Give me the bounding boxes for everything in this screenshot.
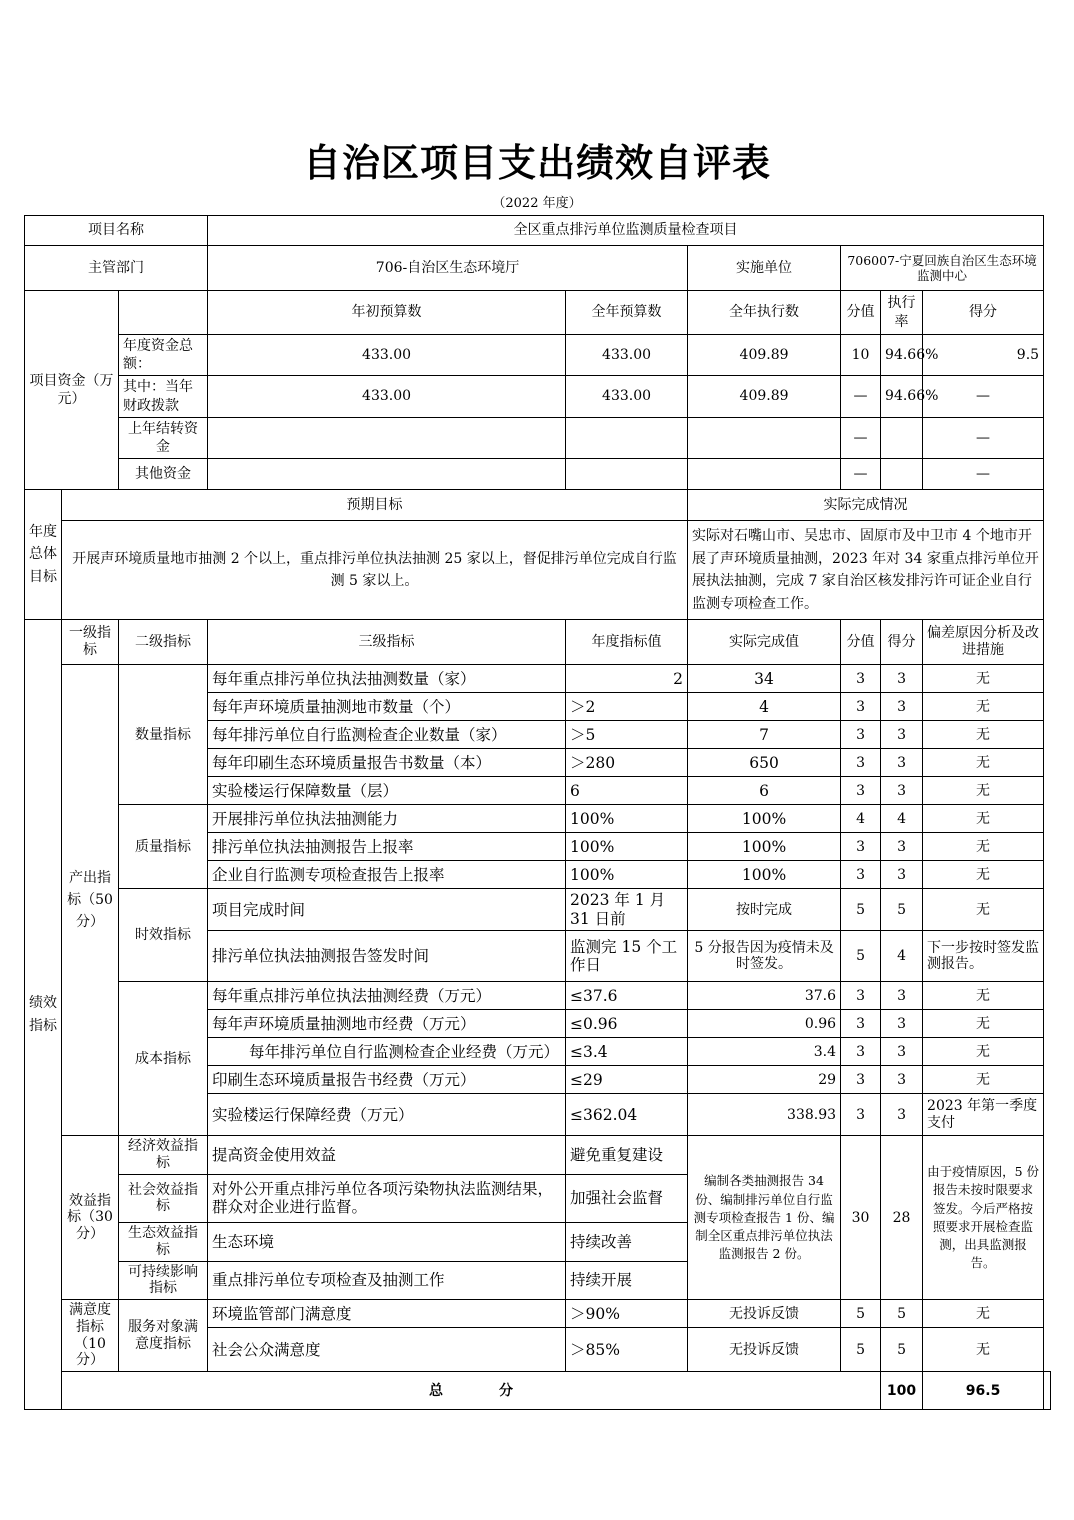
indicator-score: 3 [881,1038,923,1066]
benefit-note: 由于疫情原因，5 份报告未按时限要求签发。今后严格按照要求开展检查监测，出具监测报告。 [923,1136,1044,1300]
funds-row-name: 上年结转资金 [119,417,208,458]
indicator-score: 3 [881,665,923,693]
indicator-target: ＞85% [566,1328,688,1372]
indicator-name: 项目完成时间 [208,889,566,931]
indicator-target: 2023 年 1 月 31 日前 [566,889,688,931]
indicator-actual: 无投诉反馈 [688,1300,841,1328]
funds-header-annual: 全年预算数 [566,291,688,335]
funds-row-score: — [923,417,1044,458]
quantity-indicators-label: 数量指标 [119,665,208,805]
indicator-note: 下一步按时签发监测报告。 [923,931,1044,982]
benefit-actual: 编制各类抽测报告 34 份、编制排污单位自行监测专项检查报告 1 份、编制全区重点排污单位执法监测报告 2 份。 [688,1136,841,1300]
indicator-score-value: 3 [841,1094,881,1136]
col-header-score: 得分 [881,620,923,665]
indicator-score: 5 [881,1328,923,1372]
indicator-note: 无 [923,693,1044,721]
benefit-level2: 经济效益指标 [119,1136,208,1175]
indicator-score: 3 [881,693,923,721]
indicator-note: 无 [923,982,1044,1010]
indicator-score: 5 [881,889,923,931]
indicator-note: 无 [923,1066,1044,1094]
evaluation-table [24,215,1051,1410]
funds-header-rate: 执行率 [881,291,923,335]
indicator-score-value: 3 [841,833,881,861]
indicator-note: 无 [923,1328,1044,1372]
benefit-score-value: 30 [841,1136,881,1300]
indicator-note: 无 [923,721,1044,749]
indicator-actual: 100% [688,861,841,889]
indicator-score-value: 3 [841,861,881,889]
indicator-actual: 338.93 [688,1094,841,1136]
funds-row-annual: 433.00 [566,376,688,417]
funds-row-rate [881,417,923,458]
funds-row-name: 其他资金 [119,459,208,490]
funds-row-score: — [923,376,1044,417]
actual-goal-header: 实际完成情况 [688,490,1044,521]
funds-row-name: 年度资金总额： [119,335,208,376]
col-header-level2: 二级指标 [119,620,208,665]
impl-value: 706007-宁夏回族自治区生态环境监测中心 [841,246,1044,291]
indicator-score: 4 [881,805,923,833]
indicator-name: 每年印刷生态环境质量报告书数量（本） [208,749,566,777]
indicator-target: 加强社会监督 [566,1174,688,1222]
funds-row-executed [688,417,841,458]
indicator-score-value: 5 [841,1328,881,1372]
time-indicators-label: 时效指标 [119,889,208,982]
cost-indicators-label: 成本指标 [119,982,208,1136]
indicator-name: 提高资金使用效益 [208,1136,566,1175]
indicator-note: 无 [923,805,1044,833]
benefit-level2: 可持续影响指标 [119,1261,208,1300]
indicator-name: 每年声环境质量抽测地市经费（万元） [208,1010,566,1038]
indicator-score-value: 3 [841,982,881,1010]
funds-header-score: 得分 [923,291,1044,335]
indicator-target: ≤29 [566,1066,688,1094]
indicator-actual: 按时完成 [688,889,841,931]
indicator-name: 企业自行监测专项检查报告上报率 [208,861,566,889]
funds-row-annual [566,459,688,490]
indicator-score-value: 5 [841,1300,881,1328]
indicator-target: ＞280 [566,749,688,777]
indicator-target: ≤37.6 [566,982,688,1010]
indicator-score-value: 5 [841,931,881,982]
funds-header-score-value: 分值 [841,291,881,335]
indicator-score-value: 3 [841,749,881,777]
total-score: 96.5 [923,1372,1044,1410]
indicator-note: 无 [923,1038,1044,1066]
indicator-name: 社会公众满意度 [208,1328,566,1372]
indicator-actual: 0.96 [688,1010,841,1038]
actual-goal-text: 实际对石嘴山市、吴忠市、固原市及中卫市 4 个地市开展了声环境质量抽测，2023 年对 34 家重点排污单位开展执法抽测，完成 7 家自治区核发排污许可证企业自行监测专项检查工作。 [688,521,1044,620]
performance-indicators-label: 绩效指标 [25,620,62,1410]
year-note: （2022 年度） [492,196,582,211]
benefit-level2: 社会效益指标 [119,1174,208,1222]
indicator-score-value: 3 [841,777,881,805]
indicator-score-value: 3 [841,693,881,721]
indicator-score: 3 [881,1010,923,1038]
indicator-target: ＞90% [566,1300,688,1328]
indicator-note: 无 [923,861,1044,889]
indicator-actual: 无投诉反馈 [688,1328,841,1372]
funds-row-rate: 94.66% [881,376,923,417]
total-note [1044,1372,1051,1410]
funds-row-score-value: — [841,459,881,490]
indicator-note: 无 [923,665,1044,693]
indicator-target: 监测完 15 个工作日 [566,931,688,982]
satisfaction-indicators-label: 满意度指标（10分） [62,1300,119,1372]
funds-header-initial: 年初预算数 [208,291,566,335]
indicator-score: 3 [881,749,923,777]
indicator-score: 4 [881,931,923,982]
indicator-score: 3 [881,833,923,861]
satisfaction-level2: 服务对象满意度指标 [119,1300,208,1372]
indicator-target: 2 [566,665,688,693]
quality-indicators-label: 质量指标 [119,805,208,889]
indicator-name: 每年排污单位自行监测检查企业经费（万元） [208,1038,566,1066]
indicator-target: ≤362.04 [566,1094,688,1136]
indicator-note: 无 [923,777,1044,805]
total-label: 总 分 [62,1372,881,1410]
indicator-score-value: 5 [841,889,881,931]
indicator-actual: 37.6 [688,982,841,1010]
indicator-score-value: 3 [841,1010,881,1038]
indicator-score-value: 3 [841,721,881,749]
funds-row-rate [881,459,923,490]
indicator-score: 3 [881,982,923,1010]
indicator-name: 排污单位执法抽测报告上报率 [208,833,566,861]
indicator-target: 持续开展 [566,1261,688,1300]
funds-row-name: 其中：当年财政拨款 [119,376,208,417]
indicator-note: 无 [923,1300,1044,1328]
indicator-name: 每年重点排污单位执法抽测经费（万元） [208,982,566,1010]
indicator-target: ≤0.96 [566,1010,688,1038]
indicator-score: 3 [881,861,923,889]
total-score-value: 100 [881,1372,923,1410]
funds-row-rate: 94.66% [881,335,923,376]
benefit-level2: 生态效益指标 [119,1222,208,1261]
annual-goal-label: 年度总体目标 [25,490,62,620]
benefit-indicators-label: 效益指标（30分） [62,1136,119,1300]
col-header-note: 偏差原因分析及改进措施 [923,620,1044,665]
indicator-note: 无 [923,1010,1044,1038]
indicator-actual: 100% [688,833,841,861]
indicator-name: 生态环境 [208,1222,566,1261]
indicator-actual: 650 [688,749,841,777]
indicator-actual: 4 [688,693,841,721]
indicator-name: 每年排污单位自行监测检查企业数量（家） [208,721,566,749]
indicator-name: 对外公开重点排污单位各项污染物执法监测结果，群众对企业进行监督。 [208,1174,566,1222]
funds-row-annual: 433.00 [566,335,688,376]
indicator-target: ＞2 [566,693,688,721]
indicator-name: 每年重点排污单位执法抽测数量（家） [208,665,566,693]
page-title: 自治区项目支出绩效自评表 [302,141,771,185]
funds-row-annual [566,417,688,458]
indicator-score: 3 [881,721,923,749]
col-header-target: 年度指标值 [566,620,688,665]
indicator-actual: 5 分报告因为疫情未及时签发。 [688,931,841,982]
indicator-actual: 34 [688,665,841,693]
indicator-score-value: 3 [841,665,881,693]
indicator-name: 开展排污单位执法抽测能力 [208,805,566,833]
indicator-target: 6 [566,777,688,805]
indicator-name: 实验楼运行保障数量（层） [208,777,566,805]
indicator-score: 5 [881,1300,923,1328]
indicator-name: 排污单位执法抽测报告签发时间 [208,931,566,982]
benefit-score: 28 [881,1136,923,1300]
indicator-score: 3 [881,1066,923,1094]
indicator-target: 100% [566,805,688,833]
funds-header-executed: 全年执行数 [688,291,841,335]
funds-row-score-value: 10 [841,335,881,376]
indicator-actual: 3.4 [688,1038,841,1066]
funds-row-score: 9.5 [923,335,1044,376]
funds-row-initial [208,459,566,490]
indicator-actual: 29 [688,1066,841,1094]
dept-label: 主管部门 [25,246,208,291]
col-header-level1: 一级指标 [62,620,119,665]
indicator-actual: 6 [688,777,841,805]
funds-row-executed [688,459,841,490]
indicator-target: 100% [566,861,688,889]
indicator-name: 重点排污单位专项检查及抽测工作 [208,1261,566,1300]
output-indicators-label: 产出指标（50分） [62,665,119,1136]
funds-row-executed: 409.89 [688,376,841,417]
indicator-target: ＞5 [566,721,688,749]
indicator-name: 每年声环境质量抽测地市数量（个） [208,693,566,721]
indicator-score: 3 [881,777,923,805]
funds-row-score: — [923,459,1044,490]
indicator-note: 无 [923,749,1044,777]
col-header-level3: 三级指标 [208,620,566,665]
indicator-target: 避免重复建设 [566,1136,688,1175]
funds-row-score-value: — [841,376,881,417]
funds-row-initial [208,417,566,458]
indicator-name: 实验楼运行保障经费（万元） [208,1094,566,1136]
indicator-name: 环境监管部门满意度 [208,1300,566,1328]
funds-row-score-value: — [841,417,881,458]
dept-value: 706-自治区生态环境厅 [208,246,688,291]
funds-row-executed: 409.89 [688,335,841,376]
indicator-actual: 7 [688,721,841,749]
impl-label: 实施单位 [688,246,841,291]
indicator-score-value: 4 [841,805,881,833]
indicator-target: 持续改善 [566,1222,688,1261]
indicator-note: 无 [923,889,1044,931]
col-header-score-value: 分值 [841,620,881,665]
indicator-score-value: 3 [841,1038,881,1066]
indicator-note: 无 [923,833,1044,861]
indicator-note: 2023 年第一季度支付 [923,1094,1044,1136]
funds-row-initial: 433.00 [208,376,566,417]
indicator-score: 3 [881,1094,923,1136]
expected-goal-header: 预期目标 [62,490,688,521]
indicator-score-value: 3 [841,1066,881,1094]
funds-row-initial: 433.00 [208,335,566,376]
indicator-name: 印刷生态环境质量报告书经费（万元） [208,1066,566,1094]
project-name: 全区重点排污单位监测质量检查项目 [208,216,1044,246]
expected-goal-text: 开展声环境质量地市抽测 2 个以上，重点排污单位执法抽测 25 家以上，督促排污单位完成自行监测 5 家以上。 [62,521,688,620]
indicator-target: ≤3.4 [566,1038,688,1066]
funds-label: 项目资金（万元） [25,291,119,490]
project-name-label: 项目名称 [25,216,208,246]
indicator-target: 100% [566,833,688,861]
col-header-actual: 实际完成值 [688,620,841,665]
indicator-actual: 100% [688,805,841,833]
